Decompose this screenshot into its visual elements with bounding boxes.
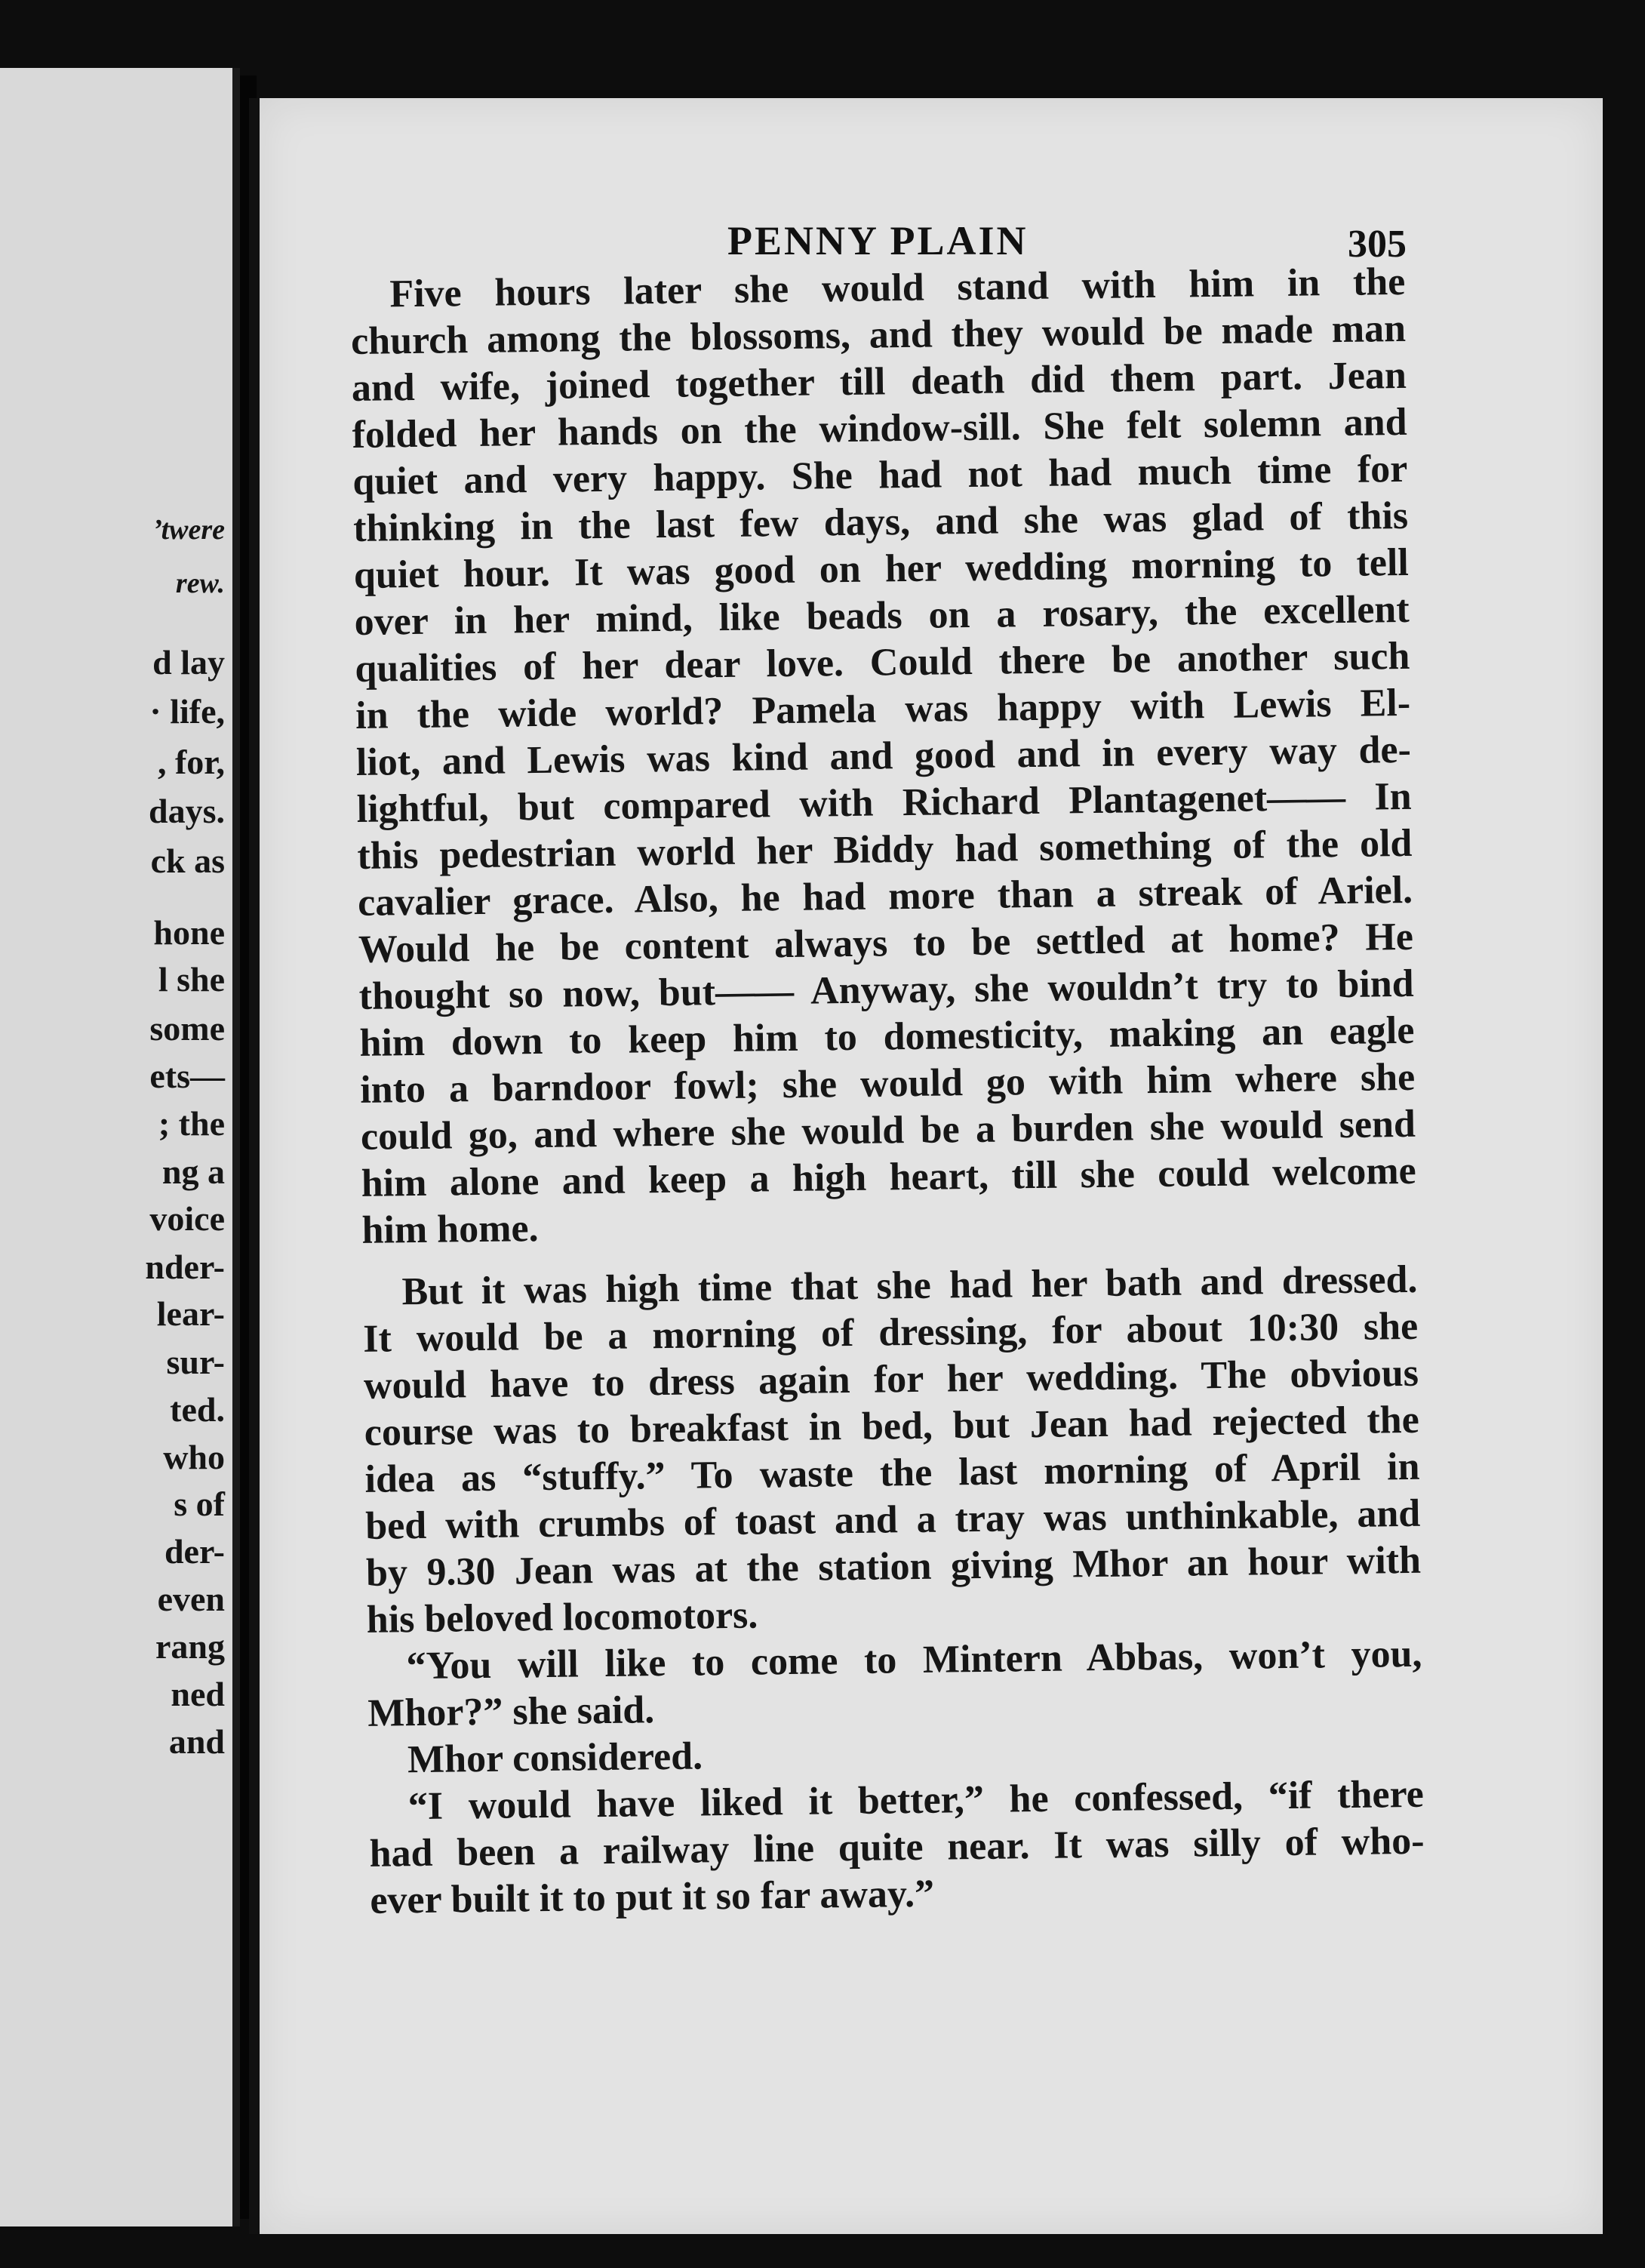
- left-page-fragment: who: [163, 1438, 225, 1476]
- book-page: [249, 98, 1603, 2234]
- left-page-fragment: nder-: [145, 1248, 225, 1286]
- text-line: thinking in the last few days, and she was glad of this: [352, 494, 1409, 550]
- left-page-fragment: rang: [155, 1627, 225, 1666]
- text-line: by 9.30 Jean was at the station giving Mhor an hour with: [365, 1538, 1422, 1595]
- left-page-fragment: , for,: [157, 743, 225, 781]
- left-page-fragment: and: [168, 1722, 225, 1761]
- body-text: [350, 259, 1425, 1925]
- left-page-fragment: rew.: [175, 568, 225, 599]
- left-page-fragment: days.: [149, 792, 225, 830]
- text-line: bed with crumbs of toast and a tray was unthinkable, and: [364, 1491, 1421, 1548]
- text-line: could go, and where she would be a burden she would send: [360, 1102, 1416, 1159]
- left-page-fragment: sur-: [166, 1343, 225, 1381]
- left-page-fragment: ted.: [170, 1390, 225, 1429]
- text-line: him alone and keep a high heart, till she could welcome: [361, 1149, 1417, 1205]
- left-page-fragment: ’twere: [152, 514, 225, 546]
- text-line: But it was high time that she had her bath and dressed.: [401, 1257, 1418, 1314]
- text-line: liot, and Lewis was kind and good and in every way de-: [355, 728, 1412, 784]
- left-page-fragment: lear-: [156, 1294, 225, 1333]
- text-line: had been a railway line quite near. It was silly of who-: [369, 1819, 1425, 1876]
- text-line: qualities of her dear love. Could there be another such: [355, 634, 1410, 691]
- text-line: idea as “stuffy.” To waste the last morning of April in: [364, 1445, 1420, 1501]
- text-line: his beloved locomotors.: [366, 1593, 758, 1642]
- left-page-fragment: ned: [171, 1675, 225, 1713]
- text-line: quiet and very happy. She had not had much time for: [352, 447, 1408, 503]
- text-line: Would he be content always to be settled at home? He: [358, 915, 1414, 971]
- left-page-fragment: some: [149, 1009, 225, 1048]
- previous-page-edge: [0, 68, 240, 2226]
- text-line: this pedestrian world her Biddy had something of the old: [357, 821, 1413, 878]
- left-page-fragment: · life,: [149, 692, 225, 731]
- text-line: over in her mind, like beads on a rosary, the excellent: [354, 587, 1410, 644]
- text-line: into a barndoor fowl; she would go with him where she: [359, 1055, 1416, 1112]
- text-line: in the wide world? Pamela was happy with Lewis El-: [355, 681, 1411, 737]
- text-line: and wife, joined together till death did them part. Jean: [351, 353, 1407, 410]
- left-page-fragment: voice: [149, 1199, 225, 1238]
- page-number: 305: [1348, 223, 1407, 266]
- text-line: thought so now, but—— Anyway, she wouldn’t try to bind: [358, 962, 1414, 1018]
- text-line: course was to breakfast in bed, but Jean had rejected the: [364, 1398, 1420, 1454]
- text-line: folded her hands on the window-sill. She felt solemn and: [352, 400, 1407, 457]
- text-line: quiet hour. It was good on her wedding morning to tell: [353, 540, 1410, 597]
- text-line: cavalier grace. Also, he had more than a streak of Ariel.: [357, 868, 1413, 925]
- text-line: ever built it to put it so far away.”: [370, 1872, 935, 1922]
- text-line: church among the blossoms, and they would be made man: [350, 306, 1407, 363]
- text-line: “I would have liked it better,” he confessed, “if there: [407, 1772, 1425, 1829]
- left-page-fragment: der-: [164, 1532, 225, 1571]
- text-line: him down to keep him to domesticity, making an eagle: [359, 1008, 1415, 1065]
- text-line: “You will like to come to Mintern Abbas, won’t you,: [406, 1632, 1422, 1688]
- left-page-fragment: ; the: [158, 1104, 225, 1143]
- text-line: would have to dress again for her wedding. The obvious: [363, 1351, 1419, 1408]
- running-head: PENNY PLAIN: [727, 218, 1029, 263]
- text-line: him home.: [361, 1207, 539, 1252]
- text-line: Mhor?” she said.: [367, 1688, 655, 1735]
- left-page-fragment: hone: [153, 913, 225, 952]
- left-page-fragment: even: [157, 1580, 225, 1618]
- left-page-fragment: d lay: [152, 643, 225, 682]
- left-page-fragment: l she: [158, 960, 225, 999]
- left-page-fragment: ck as: [150, 842, 225, 880]
- left-page-fragment: s of: [174, 1485, 225, 1523]
- text-line: Five hours later she would stand with him in the: [389, 260, 1406, 316]
- left-page-fragment: ng a: [161, 1152, 225, 1191]
- left-page-fragment: ets—: [149, 1057, 225, 1095]
- text-line: Mhor considered.: [407, 1734, 703, 1782]
- text-line: It would be a morning of dressing, for about 10:30 she: [362, 1304, 1419, 1361]
- text-line: lightful, but compared with Richard Plantagenet—— In: [356, 774, 1412, 831]
